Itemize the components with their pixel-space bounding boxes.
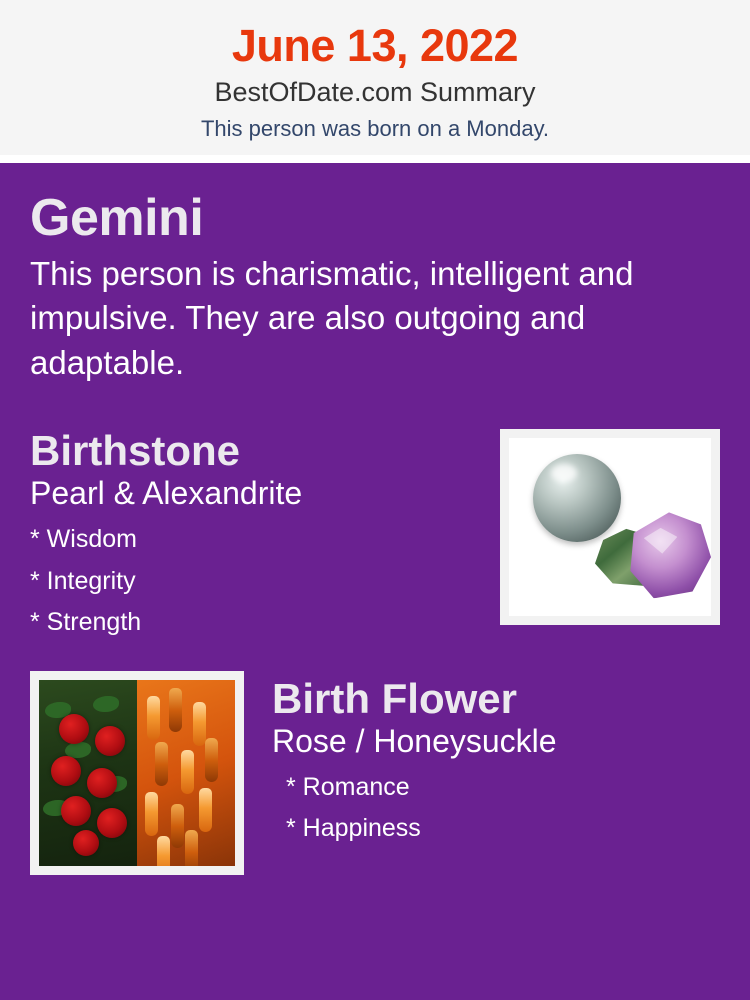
- birthstone-trait: * Wisdom: [30, 525, 137, 554]
- birth-flower-trait: * Romance: [286, 772, 410, 801]
- zodiac-sign-title: Gemini: [30, 189, 204, 248]
- site-summary-label: BestOfDate.com Summary: [214, 77, 536, 108]
- birth-flower-section: [30, 671, 720, 875]
- pearl-icon: [533, 454, 621, 542]
- birth-day-note: This person was born on a Monday.: [200, 115, 550, 141]
- birthstone-section: [30, 429, 720, 636]
- honeysuckle-icon: [137, 680, 235, 866]
- content-panel: [0, 163, 750, 1000]
- birthstone-photo-frame: [500, 429, 720, 625]
- birth-flower-photo: [39, 680, 235, 866]
- birthstone-trait: * Integrity: [30, 566, 136, 595]
- birthstone-trait: * Strength: [30, 608, 142, 637]
- page-title: June 13, 2022: [231, 20, 519, 71]
- roses-icon: [39, 680, 137, 866]
- birthstone-title: Birthstone: [30, 427, 240, 475]
- birth-flower-trait: * Happiness: [286, 814, 421, 843]
- birthstone-photo: [509, 438, 711, 616]
- header-divider: [0, 155, 750, 163]
- birth-flower-photo-frame: [30, 671, 244, 875]
- header: [0, 0, 750, 155]
- birth-flower-text-block: [244, 671, 720, 843]
- birth-flower-names: Rose / Honeysuckle: [272, 722, 557, 759]
- zodiac-description: This person is charismatic, intelligent and impulsive. They are also outgoing and adaptable.: [30, 254, 634, 381]
- birthstone-text-block: [30, 429, 500, 636]
- birth-flower-title: Birth Flower: [272, 674, 518, 722]
- birthstone-names: Pearl & Alexandrite: [30, 475, 303, 512]
